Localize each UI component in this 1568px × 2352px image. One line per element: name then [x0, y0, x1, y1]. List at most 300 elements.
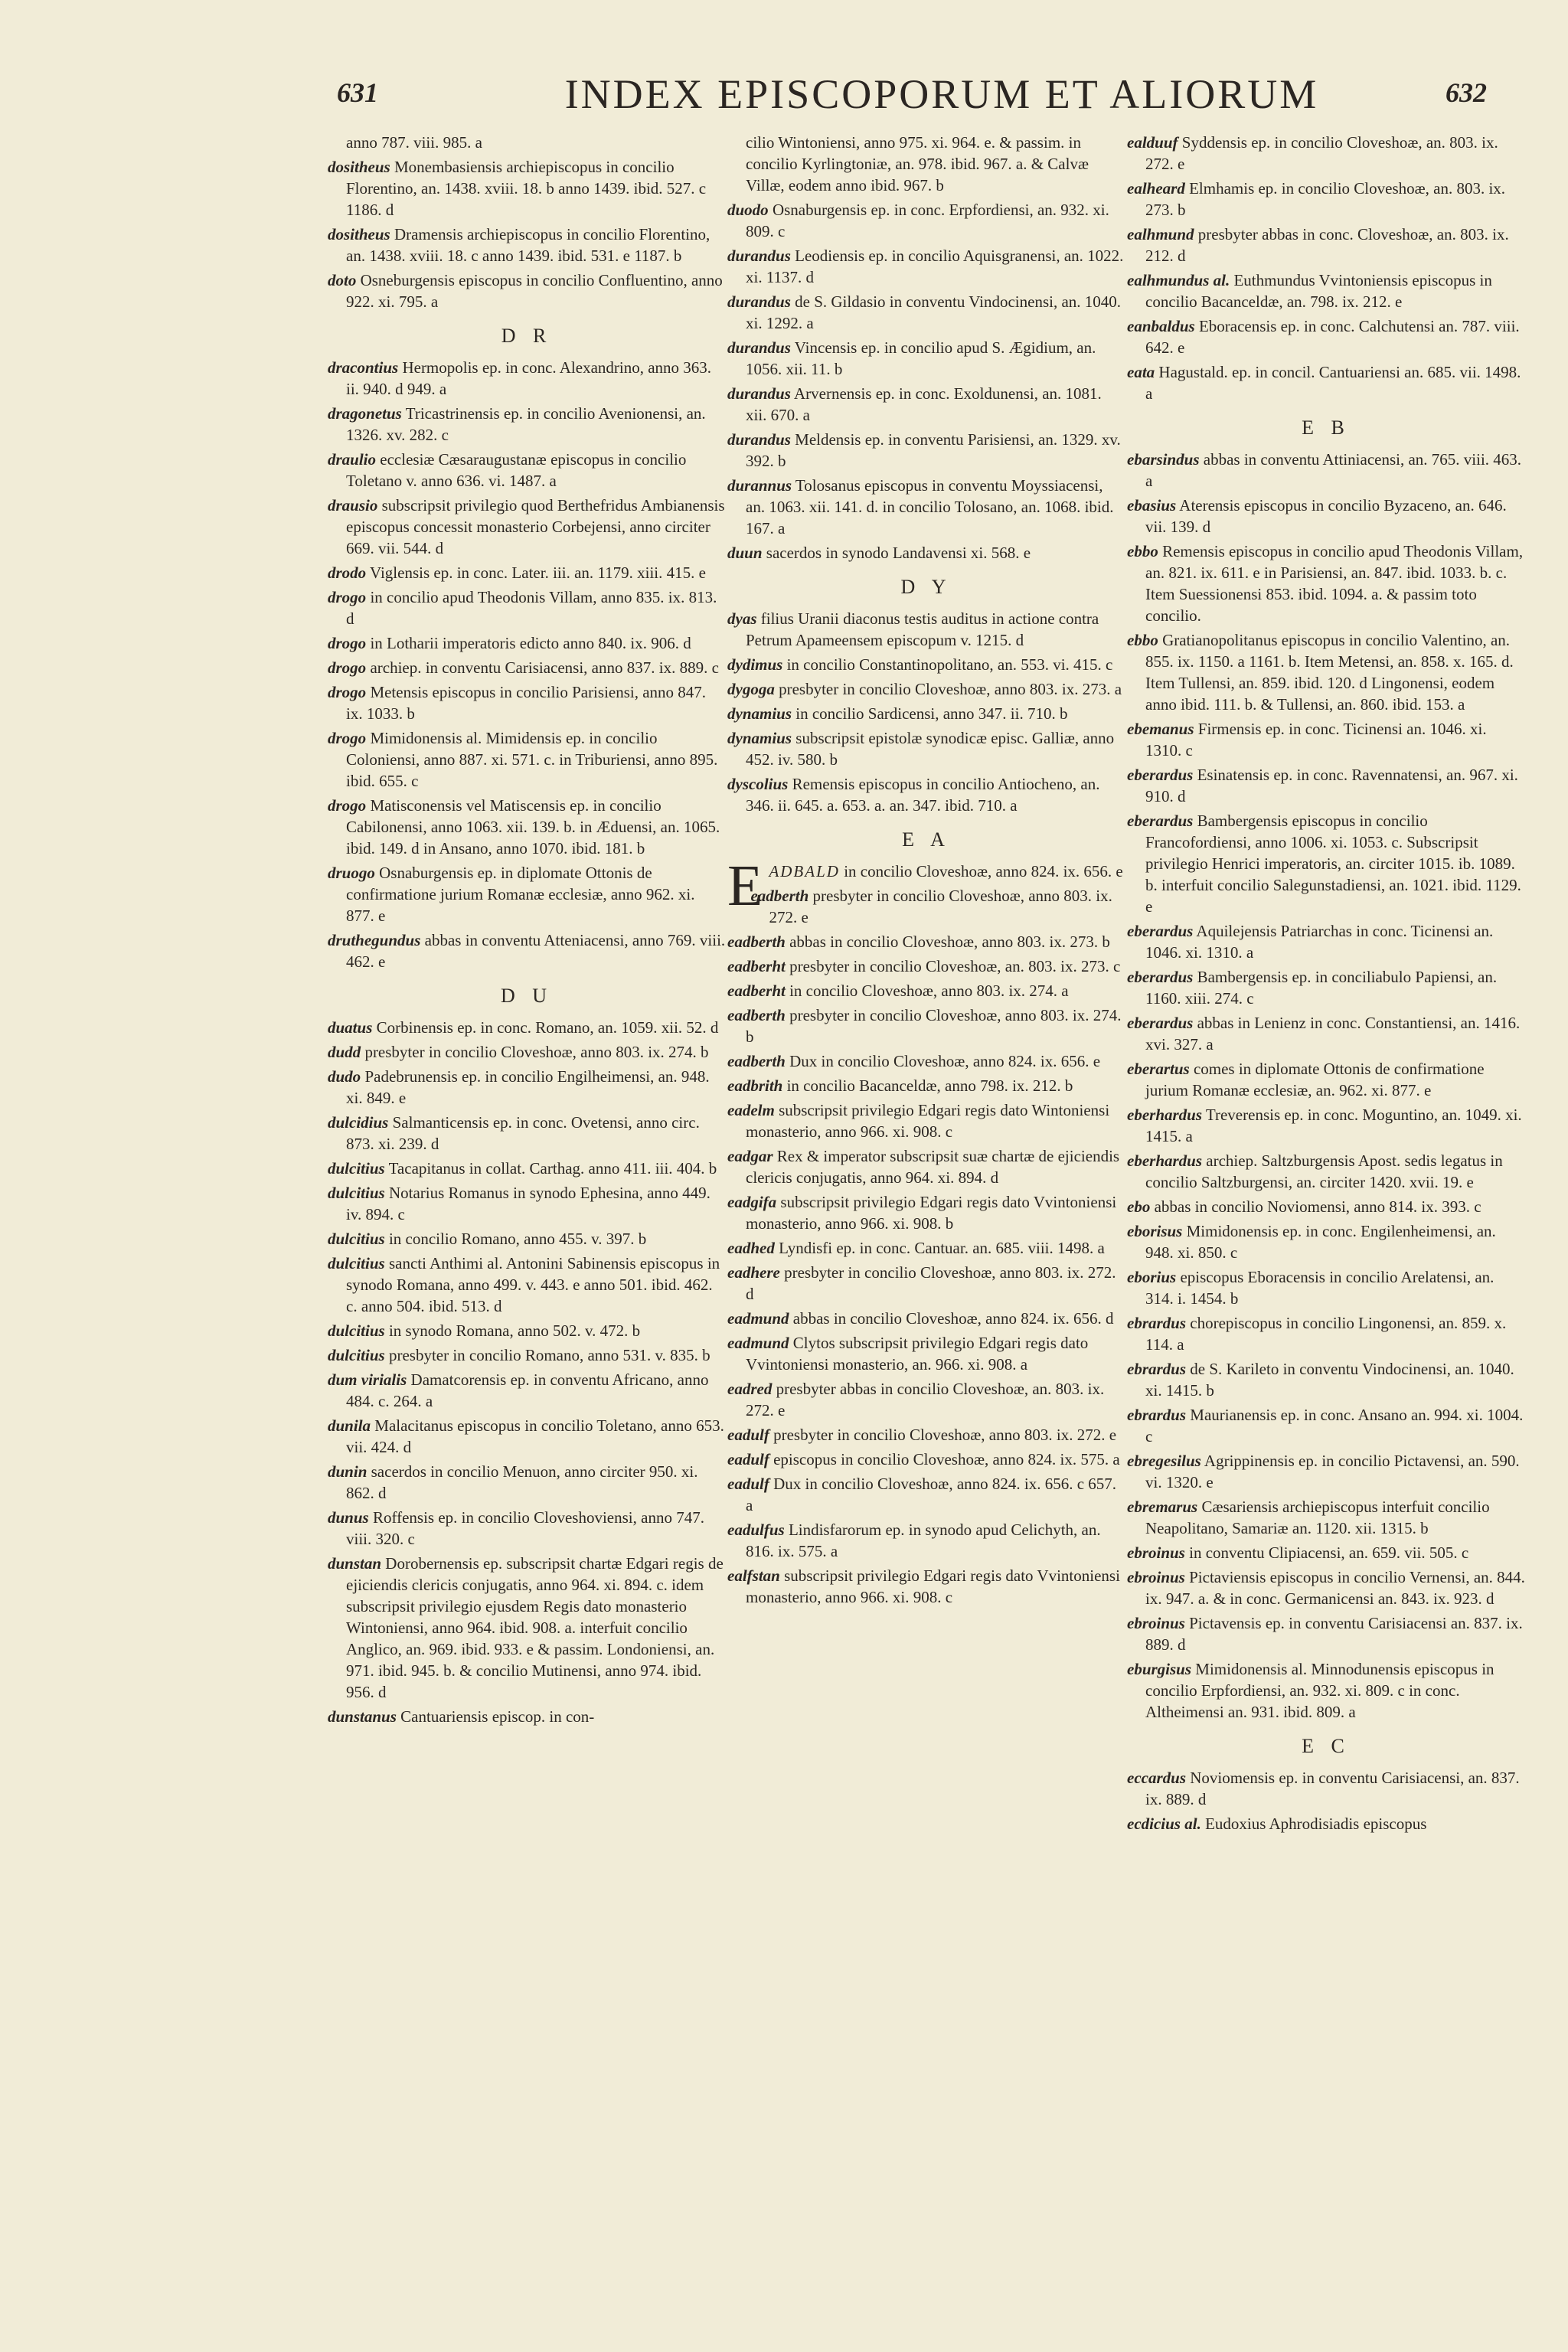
entry-text: Matisconensis vel Matiscensis ep. in concilio Cabilonensi, anno 1063. xii. 139. b. in Æduensi, an. 1065. ibid. 149. d in Ansano, anno 1070. ibid. 181. b: [346, 796, 720, 858]
entry-text: Leodiensis ep. in concilio Aquisgranensi, an. 1022. xi. 1137. d: [746, 247, 1124, 286]
index-entry: [1127, 132, 1525, 175]
index-entry: [727, 1191, 1125, 1234]
entry-text: abbas in concilio Noviomensi, anno 814. ix. 393. c: [1150, 1197, 1481, 1216]
entry-headword: ebarsindus: [1127, 450, 1200, 469]
index-entry: [1127, 1450, 1525, 1493]
entry-text: in concilio apud Theodonis Villam, anno 835. ix. 813. d: [346, 588, 717, 628]
entry-text: sancti Anthimi al. Antonini Sabinensis episcopus in synodo Romana, anno 499. v. 443. e anno 501. ibid. 462. c. anno 504. ibid. 513. d: [346, 1254, 720, 1315]
entry-headword: eadberth: [750, 887, 809, 905]
index-entry: [328, 681, 726, 724]
entry-text: Hagustald. ep. in concil. Cantuariensi an. 685. vii. 1498. a: [1145, 363, 1521, 403]
entry-headword: ebroinus: [1127, 1568, 1185, 1586]
entry-text: presbyter in concilio Cloveshoæ, anno 803. ix. 272. e: [769, 887, 1112, 926]
index-entry: [328, 1182, 726, 1225]
entry-text: Hermopolis ep. in conc. Alexandrino, anno 363. ii. 940. d 949. a: [346, 358, 712, 398]
entry-headword: eadbrith: [727, 1076, 783, 1095]
entry-text: subscripsit privilegio Edgari regis dato Vvintoniensi monasterio, anno 966. xi. 908. b: [746, 1193, 1117, 1233]
index-entry: [328, 1066, 726, 1109]
entry-headword: draulio: [328, 450, 377, 469]
entry-headword: eanbaldus: [1127, 317, 1195, 335]
entry-text: abbas in conventu Attiniacensi, an. 765. viii. 463. a: [1145, 450, 1522, 490]
entry-headword: eadulfus: [727, 1521, 785, 1539]
index-entry: [727, 1145, 1125, 1188]
index-entry: [1127, 1542, 1525, 1563]
index-entry: [328, 270, 726, 312]
entry-text: Eboracensis ep. in conc. Calchutensi an. 787. viii. 642. e: [1145, 317, 1520, 357]
entry-headword: dydimus: [727, 655, 783, 674]
entry-headword: eadelm: [727, 1101, 775, 1119]
index-entry: [328, 357, 726, 400]
entry-headword: dynamius: [727, 729, 792, 747]
entry-headword: eberardus: [1127, 922, 1194, 940]
entry-text: Treverensis ep. in conc. Moguntino, an. 1049. xi. 1415. a: [1145, 1106, 1522, 1145]
entry-headword: ecdicius al.: [1127, 1815, 1201, 1833]
index-entry: [1127, 629, 1525, 715]
entry-text: Firmensis ep. in conc. Ticinensi an. 1046. xi. 1310. c: [1145, 720, 1487, 760]
index-entry: [727, 654, 1125, 675]
entry-text: sacerdos in concilio Menuon, anno circiter 950. xi. 862. d: [346, 1462, 698, 1502]
entry-headword: drogo: [328, 658, 367, 677]
entry-text: Tacapitanus in collat. Carthag. anno 411. iii. 404. b: [384, 1159, 717, 1178]
column-3: [1127, 132, 1525, 1838]
index-entry: [727, 1099, 1125, 1142]
entry-text: Dramensis archiepiscopus in concilio Florentino, an. 1438. xviii. 18. c anno 1439. ibid. 531. e 1187. b: [346, 225, 710, 265]
entry-headword: ebemanus: [1127, 720, 1194, 738]
entry-text: Lyndisfi ep. in conc. Cantuar. an. 685. viii. 1498. a: [774, 1239, 1105, 1257]
entry-text: Aquilejensis Patriarchas in conc. Ticinensi an. 1046. xi. 1310. a: [1145, 922, 1494, 962]
index-entry: [328, 224, 726, 266]
entry-text: Mimidonensis al. Minnodunensis episcopus in concilio Erpfordiensi, an. 932. xi. 809. c in conc. Altheimensi an. 931. ibid. 809. a: [1145, 1660, 1494, 1721]
entry-headword: eata: [1127, 363, 1155, 381]
index-entry: [328, 1706, 726, 1727]
entry-text: Dorobernensis ep. subscripsit chartæ Edgari regis de ejiciendis clericis conjugatis, anno 964. xi. 894. c. idem subscripsit privilegio ejusdem Regis dato monasterio Wintoniensi, anno 964. ibid. 908. a. interfuit concilio Anglico, an. 969. ibid. 933. e & passim. Londoniensi, an. 971. ibid. 945. b. & concilio Mutinensi, anno 974. ibid. 956. d: [346, 1554, 724, 1701]
entry-headword: durandus: [727, 430, 791, 449]
entry-text: de S. Karileto in conventu Vindocinensi, an. 1040. xi. 1415. b: [1145, 1360, 1514, 1400]
entry-text: presbyter in concilio Cloveshoæ, anno 803. ix. 274. b: [746, 1006, 1122, 1046]
entry-text: in concilio Cloveshoæ, anno 824. ix. 656. e: [839, 862, 1123, 880]
index-entry: [328, 562, 726, 583]
entry-text: subscripsit privilegio Edgari regis dato Vvintoniensi monasterio, anno 966. xi. 908. c: [746, 1566, 1120, 1606]
index-entry: [727, 1332, 1125, 1375]
entry-headword: eburgisus: [1127, 1660, 1192, 1678]
entry-text: Osnaburgensis ep. in conc. Erpfordiensi, an. 932. xi. 809. c: [746, 201, 1109, 240]
entry-headword: dulcitius: [328, 1159, 385, 1178]
entry-text: Rex & imperator subscripsit suæ chartæ de ejiciendis clericis conjugatis, anno 964. xi. 894. d: [746, 1147, 1120, 1187]
entry-text: Osnaburgensis ep. in diplomate Ottonis de confirmatione jurium Romanæ ecclesiæ, anno 962. xi. 877. e: [346, 864, 695, 925]
index-entry: [328, 632, 726, 654]
entry-text: ecclesiæ Cæsaraugustanæ episcopus in concilio Toletano v. anno 636. vi. 1487. a: [346, 450, 687, 490]
entry-text: abbas in concilio Cloveshoæ, anno 824. ix. 656. d: [789, 1309, 1114, 1328]
index-entry: [328, 1553, 726, 1703]
entry-headword: doto: [328, 271, 357, 289]
entry-headword: ebrardus: [1127, 1360, 1187, 1378]
index-entry: [328, 1017, 726, 1038]
index-entry: [328, 929, 726, 972]
index-entry: [727, 199, 1125, 242]
entry-headword: dulcitius: [328, 1346, 385, 1364]
entry-headword: dulcidius: [328, 1113, 389, 1132]
entry-text: in concilio Constantinopolitano, an. 553. vi. 415. c: [782, 655, 1113, 674]
entry-text: presbyter in concilio Cloveshoæ, anno 803. ix. 274. b: [361, 1043, 709, 1061]
entry-text: Euthmundus Vvintoniensis episcopus in concilio Bacanceldæ, an. 798. ix. 212. e: [1145, 271, 1492, 311]
entry-headword: ealhmund: [1127, 225, 1194, 243]
entry-headword: ebroinus: [1127, 1544, 1185, 1562]
entry-headword: dulcitius: [328, 1230, 385, 1248]
entry-text: Dux in concilio Cloveshoæ, anno 824. ix. 656. c 657. a: [746, 1475, 1117, 1514]
index-entry: [1127, 764, 1525, 807]
entry-headword: duodo: [727, 201, 769, 219]
entry-headword: ebo: [1127, 1197, 1151, 1216]
entry-headword: eadulf: [727, 1426, 769, 1444]
entry-headword: eberhardus: [1127, 1106, 1203, 1124]
index-entry: [727, 542, 1125, 564]
entry-headword: dyscolius: [727, 775, 789, 793]
entry-text: Dux in concilio Cloveshoæ, anno 824. ix. 656. e: [785, 1052, 1101, 1070]
entry-text: Aterensis episcopus in concilio Byzaceno, an. 646. vii. 139. d: [1145, 496, 1507, 536]
entry-headword: eadmund: [727, 1334, 789, 1352]
entry-headword: eadgifa: [727, 1193, 777, 1211]
entry-text: Remensis episcopus in concilio Antiocheno, an. 346. ii. 645. a. 653. a. an. 347. ibid. 710. a: [746, 775, 1100, 815]
entry-text: in concilio Romano, anno 455. v. 397. b: [384, 1230, 647, 1248]
index-entry: [328, 1415, 726, 1458]
entry-text: Pictavensis ep. in conventu Carisiacensi an. 837. ix. 889. d: [1145, 1614, 1523, 1654]
entry-text: in Lotharii imperatoris edicto anno 840. ix. 906. d: [366, 634, 691, 652]
entry-text: Agrippinensis ep. in concilio Pictavensi, an. 590. vi. 1320. e: [1145, 1452, 1520, 1491]
entry-text: Mimidonensis al. Mimidensis ep. in concilio Coloniensi, anno 887. xi. 571. c. in Triburiensi, anno 895. ibid. 655. c: [346, 729, 718, 790]
index-entry: [1127, 1312, 1525, 1355]
index-entry: [727, 608, 1125, 651]
entry-text: Monembasiensis archiepiscopus in concilio Florentino, an. 1438. xviii. 18. b anno 1439. ibid. 527. c 1186. d: [346, 158, 707, 219]
index-entry: [727, 1449, 1125, 1470]
entry-text: presbyter in concilio Cloveshoæ, anno 803. ix. 272. e: [769, 1426, 1117, 1444]
entry-headword: eborisus: [1127, 1222, 1183, 1240]
index-entry: [727, 956, 1125, 977]
entry-headword: eadberth: [727, 1052, 786, 1070]
section-heading: E C: [1302, 1735, 1351, 1757]
page-number-left: 631: [337, 77, 378, 108]
entry-text: presbyter in concilio Cloveshoæ, an. 803. ix. 273. c: [785, 957, 1121, 975]
entry-text: abbas in conventu Atteniacensi, anno 769. viii. 462. e: [346, 931, 726, 971]
entry-headword: ebrardus: [1127, 1314, 1187, 1332]
index-entry: [1127, 224, 1525, 266]
index-entry: [727, 1424, 1125, 1446]
entry-headword: dudd: [328, 1043, 361, 1061]
section-heading: D Y: [900, 576, 952, 598]
index-entry: [727, 703, 1125, 724]
index-entry: [727, 1050, 1125, 1072]
index-entry: [1127, 361, 1525, 404]
entry-headword: eadberht: [727, 957, 786, 975]
index-entry: [727, 773, 1125, 816]
entry-headword: durandus: [727, 247, 791, 265]
entry-text: cilio Wintoniensi, anno 975. xi. 964. e. & passim. in concilio Kyrlingtoniæ, an. 978. ibid. 967. a. & Calvæ Villæ, eodem anno ibid. 967. b: [746, 133, 1089, 194]
entry-headword: eberartus: [1127, 1060, 1190, 1078]
section-heading: E A: [902, 828, 951, 851]
entry-headword: eadmund: [727, 1309, 789, 1328]
entry-headword: drausio: [328, 496, 378, 514]
entry-headword: eadhere: [727, 1263, 780, 1282]
entry-headword: dunin: [328, 1462, 368, 1481]
index-entry: [328, 1041, 726, 1063]
index-entry: [328, 1461, 726, 1504]
entry-text: filius Uranii diaconus testis auditus in actione contra Petrum Apameensem episcopum v. 1215. d: [746, 609, 1099, 649]
index-entry: [328, 449, 726, 492]
section-heading: D R: [501, 325, 553, 347]
index-entry: [1127, 315, 1525, 358]
entry-text: subscripsit epistolæ synodicæ episc. Galliæ, anno 452. iv. 580. b: [746, 729, 1115, 769]
entry-text: Vincensis ep. in concilio apud S. Ægidium, an. 1056. xii. 11. b: [746, 338, 1096, 378]
index-entry: [727, 1519, 1125, 1562]
entry-text: Pictaviensis episcopus in concilio Vernensi, an. 844. ix. 947. a. & in conc. Germanicensi an. 843. ix. 923. d: [1145, 1568, 1525, 1608]
index-entry: [1127, 178, 1525, 220]
index-entry: [328, 1228, 726, 1250]
index-entry: [1127, 1658, 1525, 1723]
entry-headword: eberhardus: [1127, 1152, 1203, 1170]
index-entry: [1127, 1496, 1525, 1539]
entry-headword: eadhed: [727, 1239, 775, 1257]
entry-headword: ebrardus: [1127, 1406, 1187, 1424]
index-entry: [328, 1320, 726, 1341]
index-entry: [328, 403, 726, 446]
entry-text: Bambergensis episcopus in concilio Francofordiensi, anno 1006. xi. 1053. c. Subscripsit privilegio Henrici imperatoris, an. circiter 1015. ib. 1089. b. interfuit concilio Salegunstadiensi, an. 1021. ibid. 1129. e: [1145, 812, 1521, 916]
entry-text: abbas in Lenienz in conc. Constantiensi, an. 1416. xvi. 327. a: [1145, 1014, 1521, 1054]
entry-text: Elmhamis ep. in concilio Cloveshoæ, an. 803. ix. 273. b: [1145, 179, 1506, 219]
entry-text: Arvernensis ep. in conc. Exoldunensi, an. 1081. xii. 670. a: [746, 384, 1102, 424]
entry-headword: dulcitius: [328, 1254, 385, 1272]
index-entry: [328, 586, 726, 629]
index-entry: [1127, 1612, 1525, 1655]
page-number-right: 632: [1446, 77, 1487, 108]
index-entry: [727, 383, 1125, 426]
index-entry: [727, 931, 1125, 952]
index-entry: [328, 862, 726, 926]
index-entry: [1127, 495, 1525, 537]
drop-cap: E: [727, 854, 763, 918]
entry-text: Lindisfarorum ep. in synodo apud Celichyth, an. 816. ix. 575. a: [746, 1521, 1101, 1560]
entry-headword: eberardus: [1127, 812, 1194, 830]
entry-text: subscripsit privilegio quod Berthefridus Ambianensis episcopus concessit monasterio Corbejensi, anno circiter 669. vii. 544. d: [346, 496, 725, 557]
index-entry: [328, 1344, 726, 1366]
entry-text: Esinatensis ep. in conc. Ravennatensi, an. 967. xi. 910. d: [1145, 766, 1518, 805]
entry-text: Maurianensis ep. in conc. Ansano an. 994. xi. 1004. c: [1145, 1406, 1524, 1446]
entry-headword: duun: [727, 544, 763, 562]
index-entry: [328, 795, 726, 859]
entry-headword: ealhmundus al.: [1127, 271, 1230, 289]
entry-headword: eadberth: [727, 933, 786, 951]
entry-headword: durandus: [727, 338, 791, 357]
entry-headword: ADBALD: [769, 862, 840, 880]
index-entry: [727, 337, 1125, 380]
entry-text: Meldensis ep. in conventu Parisiensi, an. 1329. xv. 392. b: [746, 430, 1121, 470]
entry-text: Noviomensis ep. in conventu Carisiacensi, an. 837. ix. 889. d: [1145, 1769, 1520, 1808]
index-entry: [727, 475, 1125, 539]
entry-headword: durandus: [727, 384, 791, 403]
entry-text: Clytos subscripsit privilegio Edgari regis dato Vvintoniensi monasterio, an. 966. xi. 908. a: [746, 1334, 1089, 1374]
index-entry: [328, 657, 726, 678]
index-entry: [1127, 1358, 1525, 1401]
index-entry: [727, 980, 1125, 1001]
entry-headword: dragonetus: [328, 404, 402, 423]
index-entry: [1127, 1404, 1525, 1447]
running-title: INDEX EPISCOPORUM ET ALIORUM: [564, 71, 1319, 117]
entry-headword: eadgar: [727, 1147, 773, 1165]
entry-headword: drogo: [328, 634, 367, 652]
entry-headword: duatus: [328, 1018, 373, 1037]
index-entry: [727, 678, 1125, 700]
entry-headword: dositheus: [328, 158, 390, 176]
entry-text: subscripsit privilegio Edgari regis dato Wintoniensi monasterio, anno 966. xi. 908. c: [746, 1101, 1110, 1141]
entry-headword: dunila: [328, 1416, 371, 1435]
entry-text: presbyter in concilio Cloveshoæ, anno 803. ix. 272. d: [746, 1263, 1116, 1303]
index-entry: [727, 1308, 1125, 1329]
index-entry: [1127, 270, 1525, 312]
entry-text: Gratianopolitanus episcopus in concilio Valentino, an. 855. ix. 1150. a 1161. b. Item Metensi, an. 858. x. 165. d. Item Tullensi, an. 859. ibid. 120. d Lingonensi, eodem anno ibid. 111. b. & Tullensi, an. 860. ibid. 153. a: [1145, 631, 1514, 714]
entry-text: sacerdos in synodo Landavensi xi. 568. e: [762, 544, 1031, 562]
index-entry: [1127, 541, 1525, 626]
entry-headword: ebremarus: [1127, 1498, 1198, 1516]
entry-headword: dulcitius: [328, 1321, 385, 1340]
entry-headword: dunstan: [328, 1554, 382, 1573]
entry-text: episcopus in concilio Cloveshoæ, anno 824. ix. 575. a: [769, 1450, 1120, 1468]
index-entry: [727, 885, 1125, 928]
index-entry: [727, 727, 1125, 770]
index-entry: [727, 291, 1125, 334]
index-entry: [328, 1253, 726, 1317]
index-entry: [727, 1262, 1125, 1305]
entry-headword: dositheus: [328, 225, 390, 243]
index-entry: [1127, 1058, 1525, 1101]
entry-text: Roffensis ep. in concilio Cloveshoviensi, anno 747. viii. 320. c: [346, 1508, 704, 1548]
entry-headword: drogo: [328, 729, 367, 747]
entry-text: Metensis episcopus in concilio Parisiensi, anno 847. ix. 1033. b: [346, 683, 707, 723]
index-entry: [1127, 718, 1525, 761]
entry-headword: eberardus: [1127, 1014, 1194, 1032]
entry-headword: ealheard: [1127, 179, 1185, 198]
entry-text: abbas in concilio Cloveshoæ, anno 803. ix. 273. b: [785, 933, 1110, 951]
entry-headword: ebbo: [1127, 542, 1158, 560]
entry-text: in conventu Clipiacensi, an. 659. vii. 505. c: [1184, 1544, 1469, 1562]
entry-headword: dudo: [328, 1067, 361, 1086]
section-heading: E B: [1302, 416, 1351, 439]
entry-headword: drodo: [328, 564, 367, 582]
index-entry: [328, 1369, 726, 1412]
entry-headword: ealfstan: [727, 1566, 780, 1585]
entry-text: presbyter in concilio Romano, anno 531. v. 835. b: [384, 1346, 710, 1364]
index-entry: [727, 132, 1125, 196]
entry-text: chorepiscopus in concilio Lingonensi, an. 859. x. 114. a: [1145, 1314, 1507, 1354]
entry-text: archiep. Saltzburgensis Apost. sedis legatus in concilio Saltzburgensi, an. circiter 1420. xvii. 19. e: [1145, 1152, 1503, 1191]
entry-text: Notarius Romanus in synodo Ephesina, anno 449. iv. 894. c: [346, 1184, 710, 1223]
index-entry: [727, 1565, 1125, 1608]
entry-text: comes in diplomate Ottonis de confirmatione jurium Romanæ ecclesiæ, an. 962. xi. 877. e: [1145, 1060, 1485, 1099]
entry-headword: eadulf: [727, 1450, 769, 1468]
entry-text: anno 787. viii. 985. a: [346, 133, 482, 152]
entry-text: archiep. in conventu Carisiacensi, anno 837. ix. 889. c: [366, 658, 719, 677]
entry-headword: durannus: [727, 476, 792, 495]
entry-text: Bambergensis ep. in conciliabulo Papiensi, an. 1160. xiii. 274. c: [1145, 968, 1498, 1008]
index-entry: [727, 429, 1125, 472]
entry-headword: ebbo: [1127, 631, 1158, 649]
entry-text: Salmanticensis ep. in conc. Ovetensi, anno circ. 873. xi. 239. d: [346, 1113, 700, 1153]
column-1: [328, 132, 726, 1730]
entry-text: Corbinensis ep. in conc. Romano, an. 1059. xii. 52. d: [372, 1018, 719, 1037]
entry-text: Mimidonensis ep. in conc. Engilenheimensi, an. 948. xi. 850. c: [1145, 1222, 1496, 1262]
index-entry: [328, 1158, 726, 1179]
section-heading: D U: [500, 985, 554, 1007]
entry-headword: drogo: [328, 588, 367, 606]
entry-text: Syddensis ep. in concilio Cloveshoæ, an. 803. ix. 272. e: [1145, 133, 1498, 173]
index-entry: [1127, 1196, 1525, 1217]
index-entry: [727, 1237, 1125, 1259]
entry-headword: dunus: [328, 1508, 369, 1527]
index-entry: [1127, 1104, 1525, 1147]
entry-headword: dygoga: [727, 680, 775, 698]
index-entry: [727, 1473, 1125, 1516]
entry-text: presbyter abbas in concilio Cloveshoæ, an. 803. ix. 272. e: [746, 1380, 1105, 1419]
entry-headword: eborius: [1127, 1268, 1177, 1286]
entry-headword: dum virialis: [328, 1370, 407, 1389]
index-entry: [1127, 1266, 1525, 1309]
entry-headword: ebasius: [1127, 496, 1177, 514]
index-entry: [1127, 810, 1525, 917]
entry-text: Osneburgensis episcopus in concilio Confluentino, anno 922. xi. 795. a: [346, 271, 723, 311]
entry-headword: eadberth: [727, 1006, 786, 1024]
entry-headword: drogo: [328, 796, 367, 815]
entry-headword: eccardus: [1127, 1769, 1186, 1787]
entry-text: in concilio Bacanceldæ, anno 798. ix. 212. b: [782, 1076, 1073, 1095]
index-entry: [1127, 1767, 1525, 1810]
entry-text: Padebrunensis ep. in concilio Engilheimensi, an. 948. xi. 849. e: [346, 1067, 710, 1107]
entry-text: Eudoxius Aphrodisiadis episcopus: [1200, 1815, 1427, 1833]
entry-text: Cantuariensis episcop. in con-: [396, 1707, 595, 1726]
entry-headword: eberardus: [1127, 968, 1194, 986]
entry-headword: ebroinus: [1127, 1614, 1185, 1632]
entry-text: de S. Gildasio in conventu Vindocinensi, an. 1040. xi. 1292. a: [746, 292, 1122, 332]
entry-text: Malacitanus episcopus in concilio Toletano, anno 653. vii. 424. d: [346, 1416, 724, 1456]
entry-text: Tolosanus episcopus in conventu Moyssiacensi, an. 1063. xii. 141. d. in concilio Tolosano, an. 1068. ibid. 167. a: [746, 476, 1114, 537]
entry-headword: durandus: [727, 292, 791, 311]
index-entry: [1127, 966, 1525, 1009]
entry-headword: ealduuf: [1127, 133, 1178, 152]
entry-text: in concilio Cloveshoæ, anno 803. ix. 274. a: [785, 982, 1069, 1000]
entry-headword: dynamius: [727, 704, 792, 723]
index-entry: [1127, 1813, 1525, 1834]
index-entry: [1127, 1012, 1525, 1055]
entry-headword: eberardus: [1127, 766, 1194, 784]
entry-text: Damatcorensis ep. in conventu Africano, anno 484. c. 264. a: [346, 1370, 709, 1410]
index-entry: [1127, 449, 1525, 492]
entry-headword: dyas: [727, 609, 757, 628]
index-entry: [1127, 1220, 1525, 1263]
entry-text: episcopus Eboracensis in concilio Arelatensi, an. 314. i. 1454. b: [1145, 1268, 1494, 1308]
index-entry: [328, 495, 726, 559]
index-entry: [1127, 1566, 1525, 1609]
entry-text: Cæsariensis archiepiscopus interfuit concilio Neapolitano, Samariæ an. 1120. xii. 1315. b: [1145, 1498, 1490, 1537]
index-entry: [727, 1004, 1125, 1047]
entry-text: Viglensis ep. in conc. Later. iii. an. 1179. xiii. 415. e: [366, 564, 706, 582]
index-entry: [328, 727, 726, 792]
entry-headword: druthegundus: [328, 931, 421, 949]
index-entry: [727, 1075, 1125, 1096]
entry-headword: dunstanus: [328, 1707, 397, 1726]
entry-headword: dracontius: [328, 358, 399, 377]
entry-headword: drogo: [328, 683, 367, 701]
entry-headword: eadred: [727, 1380, 773, 1398]
entry-text: in synodo Romana, anno 502. v. 472. b: [384, 1321, 641, 1340]
entry-text: Tricastrinensis ep. in concilio Avenionensi, an. 1326. xv. 282. c: [346, 404, 706, 444]
index-entry: [727, 1378, 1125, 1421]
entry-headword: eadulf: [727, 1475, 769, 1493]
